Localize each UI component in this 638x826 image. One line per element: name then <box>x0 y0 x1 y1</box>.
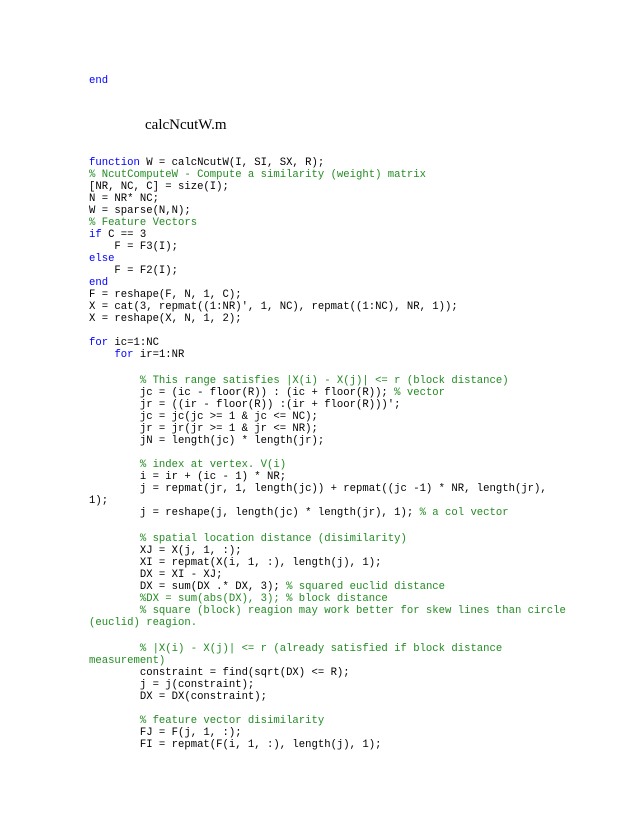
code-line <box>89 581 445 593</box>
code-line <box>89 483 547 495</box>
code-line <box>89 667 350 679</box>
code-line <box>89 277 108 289</box>
code-text: ic=1:NC <box>108 337 159 349</box>
code-text <box>89 349 114 361</box>
code-comment: % index at vertex. V(i) <box>139 459 287 471</box>
code-text: XI = repmat(X(i, 1, :), length(j), 1); <box>89 557 382 569</box>
code-line <box>89 229 146 241</box>
code-text: jN = length(jc) * length(jr); <box>89 435 325 447</box>
code-text: DX = DX(constraint); <box>89 691 268 703</box>
code-line <box>89 679 254 691</box>
code-line <box>89 533 407 545</box>
code-text: X = cat(3, repmat((1:NR)', 1, NC), repmat((1:NC), NR, 1)); <box>89 301 458 313</box>
code-keyword: function <box>89 157 140 169</box>
code-line <box>89 217 197 229</box>
code-line <box>89 459 286 471</box>
code-line <box>89 507 509 519</box>
code-line <box>89 205 191 217</box>
code-line <box>89 715 324 727</box>
code-text: j = reshape(j, length(jc) * length(jr), 1); <box>89 507 420 519</box>
code-line <box>89 643 502 655</box>
code-line <box>89 411 318 423</box>
code-line <box>89 617 197 629</box>
code-text: C == 3 <box>101 229 147 241</box>
code-comment: % square (block) reagion may work better for skew lines than circle <box>139 605 566 617</box>
code-line <box>89 593 388 605</box>
code-text <box>89 715 140 727</box>
code-line <box>89 387 445 399</box>
code-text: F = reshape(F, N, 1, C); <box>89 289 242 301</box>
code-comment: % a col vector <box>419 507 509 519</box>
code-line <box>89 169 426 181</box>
code-keyword: end <box>89 277 109 289</box>
code-line <box>89 337 159 349</box>
code-comment: % NcutComputeW - Compute a similarity (weight) matrix <box>89 169 426 181</box>
code-line <box>89 375 509 387</box>
code-line <box>89 605 566 617</box>
code-line <box>89 157 324 169</box>
code-line <box>89 545 242 557</box>
code-line <box>89 655 165 667</box>
code-line <box>89 471 286 483</box>
code-text: [NR, NC, C] = size(I); <box>89 181 229 193</box>
code-text <box>89 533 140 545</box>
code-text: jc = (ic - floor(R)) : (ic + floor(R)); <box>89 387 395 399</box>
code-line <box>89 289 242 301</box>
code-comment: measurement) <box>89 655 166 667</box>
code-keyword: for <box>89 337 109 349</box>
code-keyword: for <box>114 349 134 361</box>
code-line <box>89 557 381 569</box>
code-line <box>89 253 114 265</box>
code-text <box>89 593 140 605</box>
code-comment: % feature vector disimilarity <box>139 715 325 727</box>
code-line <box>89 569 223 581</box>
code-text: X = reshape(X, N, 1, 2); <box>89 313 242 325</box>
code-line <box>89 423 318 435</box>
code-line <box>89 495 108 507</box>
code-text: j = j(constraint); <box>89 679 255 691</box>
code-text <box>89 375 140 387</box>
code-text: XJ = X(j, 1, :); <box>89 545 242 557</box>
code-line <box>89 75 108 87</box>
code-text: jc = jc(jc >= 1 & jc <= NC); <box>89 411 318 423</box>
code-line <box>89 349 184 361</box>
code-text <box>89 643 140 655</box>
code-text: j = repmat(jr, 1, length(jc)) + repmat((jc -1) * NR, length(jr), <box>89 483 547 495</box>
code-line <box>89 265 178 277</box>
code-line <box>89 691 267 703</box>
code-text: F = F2(I); <box>89 265 179 277</box>
code-text: i = ir + (ic - 1) * NR; <box>89 471 287 483</box>
code-text <box>89 605 140 617</box>
code-line <box>89 181 229 193</box>
code-text: N = NR* NC; <box>89 193 159 205</box>
code-line <box>89 739 381 751</box>
code-text: FJ = F(j, 1, :); <box>89 727 242 739</box>
code-line <box>89 301 458 313</box>
code-line <box>89 313 242 325</box>
code-line <box>89 241 178 253</box>
code-text: W = calcNcutW(I, SI, SX, R); <box>139 157 325 169</box>
code-keyword: else <box>89 253 115 265</box>
code-keyword: end <box>89 75 109 87</box>
code-text <box>89 459 140 471</box>
code-text: jr = ((ir - floor(R)) :(ir + floor(R)))'; <box>89 399 401 411</box>
code-line <box>89 435 324 447</box>
code-text: constraint = find(sqrt(DX) <= R); <box>89 667 350 679</box>
code-comment: % squared euclid distance <box>286 581 446 593</box>
code-text: DX = XI - XJ; <box>89 569 223 581</box>
code-comment: (euclid) reagion. <box>89 617 198 629</box>
code-text: DX = sum(DX .* DX, 3); <box>89 581 287 593</box>
code-comment: % This range satisfies |X(i) - X(j)| <= r (block distance) <box>139 375 509 387</box>
code-comment: % spatial location distance (disimilarity) <box>139 533 407 545</box>
code-comment: % |X(i) - X(j)| <= r (already satisfied if block distance <box>139 643 503 655</box>
code-text: FI = repmat(F(i, 1, :), length(j), 1); <box>89 739 382 751</box>
code-text: F = F3(I); <box>89 241 179 253</box>
code-comment: % Feature Vectors <box>89 217 198 229</box>
code-comment: % vector <box>394 387 446 399</box>
code-line <box>89 193 159 205</box>
code-line <box>89 399 401 411</box>
code-text: ir=1:NR <box>133 349 185 361</box>
code-text: jr = jr(jr >= 1 & jr <= NR); <box>89 423 318 435</box>
code-keyword: if <box>89 229 102 241</box>
code-text: 1); <box>89 495 109 507</box>
code-comment: %DX = sum(abs(DX), 3); % block distance <box>139 593 388 605</box>
code-line <box>89 727 242 739</box>
section-title: calcNcutW.m <box>145 117 227 133</box>
code-text: W = sparse(N,N); <box>89 205 191 217</box>
